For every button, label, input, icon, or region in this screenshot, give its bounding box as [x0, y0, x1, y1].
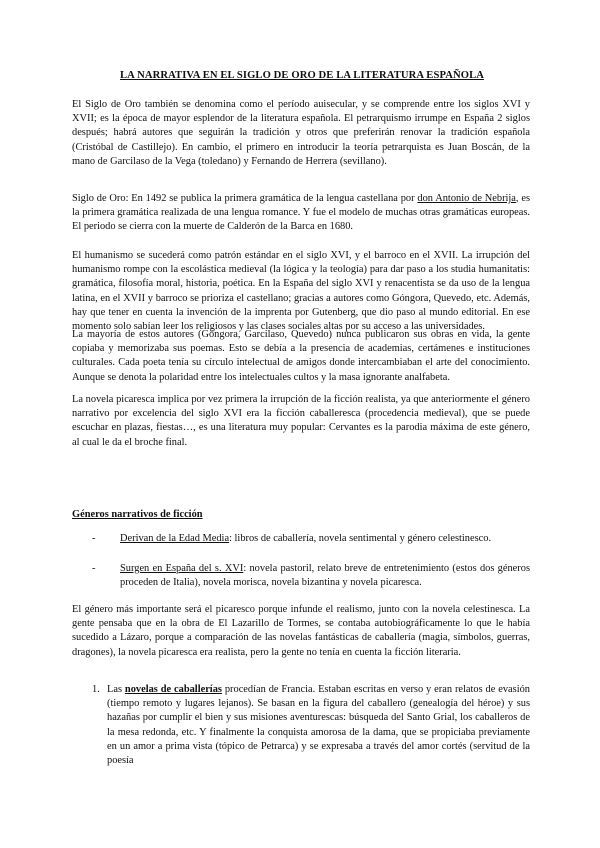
bullet-item-siglo-xvi [120, 562, 530, 590]
bullet-text: : novela pastoril, relato breve de entretenimiento (estos dos géneros proceden de Italia), novela morisca, novela bizantina y novela picaresca. [120, 563, 530, 589]
numbered-before: Las [107, 684, 125, 695]
numbered-item-novelas-caballerias [107, 683, 530, 768]
paragraph-nebrija [72, 192, 530, 235]
bullet-label: Surgen en España del s. XVI [120, 563, 244, 574]
bullet-text: : libros de caballería, novela sentimental y género celestinesco. [229, 533, 492, 544]
paragraph-nebrija-after: , es la primera gramática realizada de una lengua romance. Y fue el modelo de muchas otras gramáticas europeas. El periodo se cierra con la muerte de Calderón de la Barca en 1680. [72, 193, 531, 233]
paragraph-novela-picaresca: La novela picaresca implica por vez primera la irrupción de la ficción realista, ya que anteriormente el género narrativo por excelencia del siglo XVI era la ficción caballeresca (procedencia medieval), que se puede escuchar en plazas, fiestas…, es una literatura muy popular: Cervantes es la parodia máxima de este género, al cual le da el broche final. [72, 394, 530, 448]
paragraph-autores: La mayoría de estos autores (Góngora, Garcilaso, Quevedo) nunca publicaron sus obras en vida, la gente copiaba y memorizaba sus poemas. Esto se debía a la presencia de academias, certámenes e instituciones culturales. Cada poeta tenía su círculo intelectual de amigos donde intercambiaban el arte del conocimiento. Aunque se denota la polaridad entre los intelectuales cultos y la masa ignorante analfabeta. [72, 329, 530, 383]
numbered-bold-term: novelas de caballerías [124, 684, 222, 695]
page-title: LA NARRATIVA EN EL SIGLO DE ORO DE LA LITERATURA ESPAÑOLA [119, 70, 484, 81]
paragraph-genero-picaresco: El género más importante será el picaresco porque infunde el realismo, junto con la novela celestinesca. La gente pensaba que en la obra de El Lazarillo de Tormes, se contaba autobiográficamente lo que le había sucedido a Lázaro, porque a comparación de las novelas fantásticas de caballería (magia, símbolos, guerras, dragones), la novela picaresca era realista, pero la gente no tenía en cuenta la ficción literaria. [72, 604, 530, 658]
bullet-marker: - [92, 563, 96, 574]
bullet-label: Derivan de la Edad Media [120, 533, 230, 544]
paragraph-humanismo: El humanismo se sucederá como patrón estándar en el siglo XVI, y el barroco en el XVII. La irrupción del humanismo rompe con la escolástica medieval (la lógica y la teología) para dar paso a los studia humanitatis: gramática, filosofía moral, historia, poética. En la España del siglo XVI y renacentista se da uso de la lengua latina, en el XVII y barroco se prioriza el castellano; gracias a autores como Góngora, Quevedo, etc. Además, hay que tener en cuenta la invención de la imprenta por Gutenberg, que dio paso al mundo editorial. En ese momento solo sabían leer los religiosos y las clases sociales altas por su acceso a las universidades. [72, 250, 530, 333]
section-heading: Géneros narrativos de ficción [72, 509, 203, 520]
bullet-marker: - [92, 533, 96, 544]
list-number: 1. [92, 684, 100, 695]
bullet-item-edad-media [120, 532, 530, 546]
nebrija-link[interactable]: don Antonio de Nebrija [417, 193, 516, 204]
paragraph-siglo-de-oro: El Siglo de Oro también se denomina como el período auisecular, y se comprende entre los siglos XVI y XVII; es la época de mayor esplendor de la literatura española. El petrarquismo irrumpe en España 2 siglos después; habrá autores que seguirán la tradición y otros que preferirán renovar la tradición española (Cristóbal de Castillejo). En cambio, el primero en introducir la teoría petrarquista es Juan Boscán, de la mano de Garcilaso de la Vega (toledano) y Fernando de Herrera (sevillano). [72, 99, 530, 167]
numbered-after: procedían de Francia. Estaban escritas en verso y eran relatos de evasión (tiempo remoto y lugares lejanos). Se basan en la figura del caballero (genealogía del héroe) y sus hazañas por cumplir el bien y sus misiones aventurescas: búsqueda del Santo Grial, los caballeros de la mesa redonda, etc. Y finalmente la conquista amorosa de la dama, que se propiciaba previamente en un amor a prima vista (tópico de Petrarca) y se expresaba a través del amor cortés (servitud de la poesía [107, 684, 530, 767]
paragraph-nebrija-before: Siglo de Oro: En 1492 se publica la primera gramática de la lengua castellana por [72, 193, 418, 204]
